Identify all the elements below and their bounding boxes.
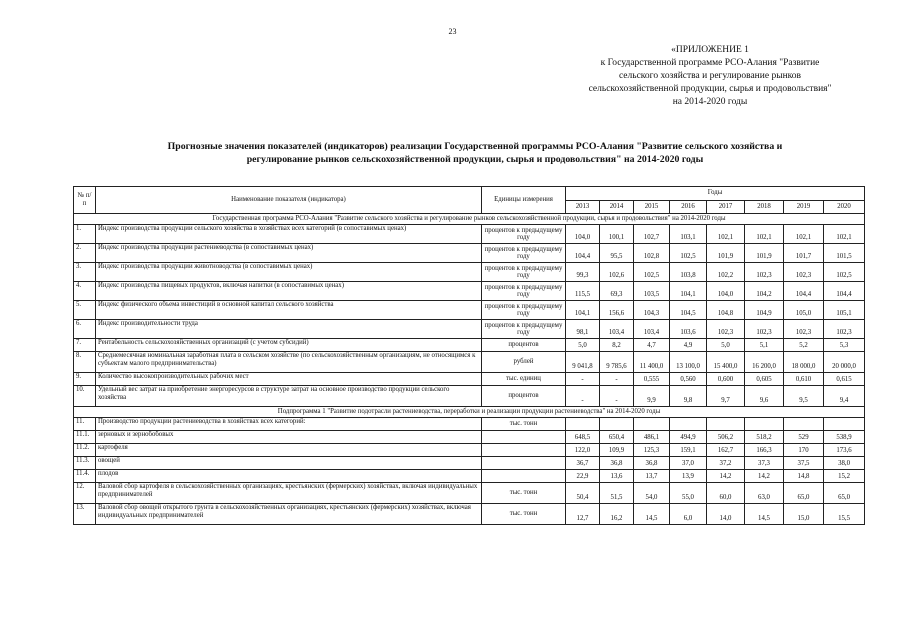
value-cell: 100,1: [600, 225, 634, 244]
value-cell: 9,5: [784, 386, 824, 407]
value-cell: 0,610: [784, 373, 824, 386]
value-cell: 12,7: [566, 504, 600, 525]
value-cell: 38,0: [824, 457, 865, 470]
value-cell: 486,1: [634, 431, 670, 444]
value-cell: 36,8: [600, 457, 634, 470]
value-cell: 103,4: [600, 320, 634, 339]
value-cell: 15 400,0: [707, 352, 745, 373]
row-number: 11.1.: [74, 431, 96, 444]
value-cell: 648,5: [566, 431, 600, 444]
indicator-name: Индекс производительности труда: [96, 320, 482, 339]
value-cell: 102,3: [745, 263, 784, 282]
table-row: [74, 431, 865, 444]
value-cell: [784, 418, 824, 431]
value-cell: -: [566, 386, 600, 407]
table-row: [74, 225, 865, 244]
value-cell: 5,1: [745, 339, 784, 352]
indicator-name: Удельный вес затрат на приобретение энергоресурсов в структуре затрат на основное производство продукции сельского хозяйства: [96, 386, 482, 407]
table-row: [74, 282, 865, 301]
value-cell: 36,8: [634, 457, 670, 470]
header-name: Наименование показателя (индикатора): [96, 187, 482, 214]
value-cell: 103,8: [670, 263, 707, 282]
header-year: 2015: [634, 200, 670, 214]
value-cell: 125,3: [634, 444, 670, 457]
row-number: 1.: [74, 225, 96, 244]
value-cell: [745, 418, 784, 431]
value-cell: 4,7: [634, 339, 670, 352]
value-cell: -: [600, 386, 634, 407]
indicator-name: Валовой сбор овощей открытого грунта в сельскохозяйственных организациях, крестьянских (фермерских) хозяйствах, включая индивидуальных предпринимателей: [96, 504, 482, 525]
value-cell: 5,0: [566, 339, 600, 352]
section-row: [74, 214, 865, 225]
value-cell: 104,0: [566, 225, 600, 244]
value-cell: 104,1: [566, 301, 600, 320]
value-cell: 104,2: [745, 282, 784, 301]
table-row: [74, 483, 865, 504]
value-cell: 60,0: [707, 483, 745, 504]
value-cell: 102,1: [707, 225, 745, 244]
value-cell: 14,0: [707, 504, 745, 525]
appendix-line: на 2014-2020 годы: [672, 97, 748, 107]
unit: [482, 470, 566, 483]
table-row: [74, 352, 865, 373]
value-cell: 103,4: [634, 320, 670, 339]
value-cell: 8,2: [600, 339, 634, 352]
value-cell: 104,4: [784, 282, 824, 301]
value-cell: 14,5: [745, 504, 784, 525]
title-line-2: регулирование рынков сельскохозяйственной продукции, сырья и продовольствия" на 2014-2020 годы: [246, 154, 704, 165]
value-cell: 105,1: [824, 301, 865, 320]
value-cell: 529: [784, 431, 824, 444]
header-year: 2016: [670, 200, 707, 214]
value-cell: 6,0: [670, 504, 707, 525]
value-cell: 102,5: [824, 263, 865, 282]
indicator-name: Индекс производства продукции растениеводства (в сопоставимых ценах): [96, 244, 482, 263]
row-number: 11.: [74, 418, 96, 431]
value-cell: 5,0: [707, 339, 745, 352]
value-cell: 102,2: [707, 263, 745, 282]
table-row: [74, 263, 865, 282]
indicator-name: Индекс физического объема инвестиций в основной капитал сельского хозяйства: [96, 301, 482, 320]
value-cell: 14,2: [745, 470, 784, 483]
table-row: [74, 418, 865, 431]
value-cell: [600, 418, 634, 431]
value-cell: [707, 418, 745, 431]
value-cell: 99,3: [566, 263, 600, 282]
appendix-header: [560, 44, 860, 109]
indicator-name: плодов: [96, 470, 482, 483]
header-unit: Единицы измерения: [482, 187, 566, 214]
unit: тыс. тонн: [482, 504, 566, 525]
value-cell: 105,0: [784, 301, 824, 320]
value-cell: 506,2: [707, 431, 745, 444]
value-cell: 16 200,0: [745, 352, 784, 373]
header-year: 2013: [566, 200, 600, 214]
value-cell: 5,2: [784, 339, 824, 352]
table-row: [74, 444, 865, 457]
unit: рублей: [482, 352, 566, 373]
value-cell: [566, 418, 600, 431]
value-cell: 0,555: [634, 373, 670, 386]
value-cell: 36,7: [566, 457, 600, 470]
value-cell: [634, 418, 670, 431]
header-num: № п/п: [74, 187, 96, 214]
value-cell: 104,3: [634, 301, 670, 320]
value-cell: [670, 418, 707, 431]
value-cell: 170: [784, 444, 824, 457]
value-cell: 0,605: [745, 373, 784, 386]
value-cell: 122,0: [566, 444, 600, 457]
value-cell: 16,2: [600, 504, 634, 525]
row-number: 5.: [74, 301, 96, 320]
value-cell: 518,2: [745, 431, 784, 444]
page-number: 23: [448, 27, 457, 36]
section-row: [74, 407, 865, 418]
appendix-line: «ПРИЛОЖЕНИЕ 1: [671, 45, 749, 55]
value-cell: 37,5: [784, 457, 824, 470]
value-cell: 650,4: [600, 431, 634, 444]
value-cell: 13 100,0: [670, 352, 707, 373]
table-row: [74, 244, 865, 263]
value-cell: 11 400,0: [634, 352, 670, 373]
value-cell: 0,600: [707, 373, 745, 386]
value-cell: -: [566, 373, 600, 386]
value-cell: 15,5: [824, 504, 865, 525]
indicator-name: Валовой сбор картофеля в сельскохозяйственных организациях, крестьянских (фермерских) хозяйствах, включая индивидуальных предпринимателей: [96, 483, 482, 504]
value-cell: 15,0: [784, 504, 824, 525]
table-row: [74, 320, 865, 339]
value-cell: 104,1: [670, 282, 707, 301]
row-number: 6.: [74, 320, 96, 339]
table-row: [74, 339, 865, 352]
unit: процентов к предыдущему году: [482, 282, 566, 301]
row-number: 13.: [74, 504, 96, 525]
value-cell: 102,7: [634, 225, 670, 244]
row-number: 4.: [74, 282, 96, 301]
row-number: 11.2.: [74, 444, 96, 457]
value-cell: 65,0: [824, 483, 865, 504]
row-number: 2.: [74, 244, 96, 263]
value-cell: 103,1: [670, 225, 707, 244]
value-cell: [824, 418, 865, 431]
row-number: 11.4.: [74, 470, 96, 483]
value-cell: 104,0: [707, 282, 745, 301]
unit: тыс. единиц: [482, 373, 566, 386]
appendix-line: сельского хозяйства и регулирование рынков: [618, 71, 802, 81]
indicator-name: Количество высокопроизводительных рабочих мест: [96, 373, 482, 386]
value-cell: 166,3: [745, 444, 784, 457]
value-cell: 102,5: [634, 263, 670, 282]
value-cell: 104,4: [824, 282, 865, 301]
value-cell: 13,7: [634, 470, 670, 483]
value-cell: 103,5: [634, 282, 670, 301]
table-row: [74, 504, 865, 525]
unit: процентов к предыдущему году: [482, 225, 566, 244]
value-cell: 494,9: [670, 431, 707, 444]
value-cell: 101,9: [745, 244, 784, 263]
row-number: 8.: [74, 352, 96, 373]
value-cell: 102,5: [670, 244, 707, 263]
value-cell: 69,3: [600, 282, 634, 301]
value-cell: 101,5: [824, 244, 865, 263]
value-cell: 102,1: [824, 225, 865, 244]
value-cell: 101,9: [707, 244, 745, 263]
value-cell: 102,3: [784, 320, 824, 339]
value-cell: 54,0: [634, 483, 670, 504]
value-cell: 101,7: [784, 244, 824, 263]
value-cell: 9,8: [670, 386, 707, 407]
value-cell: 13,6: [600, 470, 634, 483]
appendix-line: сельскохозяйственной продукции, сырья и продовольствия": [588, 84, 832, 94]
unit: процентов к предыдущему году: [482, 320, 566, 339]
value-cell: 13,9: [670, 470, 707, 483]
value-cell: 22,9: [566, 470, 600, 483]
header-year: 2014: [600, 200, 634, 214]
value-cell: 104,9: [745, 301, 784, 320]
table-row: [74, 457, 865, 470]
row-number: 9.: [74, 373, 96, 386]
value-cell: 102,6: [600, 263, 634, 282]
unit: процентов: [482, 386, 566, 407]
value-cell: 51,5: [600, 483, 634, 504]
value-cell: 538,9: [824, 431, 865, 444]
value-cell: 9,9: [634, 386, 670, 407]
value-cell: 15,2: [824, 470, 865, 483]
header-years: Годы: [566, 187, 865, 201]
value-cell: 95,5: [600, 244, 634, 263]
indicator-name: Среднемесячная номинальная заработная плата в сельском хозяйстве (по сельскохозяйственным организациям, не относящимся к субъектам малого предпринимательства): [96, 352, 482, 373]
value-cell: 156,6: [600, 301, 634, 320]
value-cell: 102,3: [824, 320, 865, 339]
unit: процентов к предыдущему году: [482, 244, 566, 263]
value-cell: 173,6: [824, 444, 865, 457]
indicator-name: зерновых и зернобобовых: [96, 431, 482, 444]
unit: процентов: [482, 339, 566, 352]
table-body: [74, 214, 865, 525]
value-cell: 9 041,8: [566, 352, 600, 373]
indicator-name: картофеля: [96, 444, 482, 457]
value-cell: 14,8: [784, 470, 824, 483]
value-cell: 37,2: [707, 457, 745, 470]
value-cell: 65,0: [784, 483, 824, 504]
row-number: 12.: [74, 483, 96, 504]
value-cell: 98,1: [566, 320, 600, 339]
row-number: 10.: [74, 386, 96, 407]
unit: [482, 457, 566, 470]
unit: тыс. тонн: [482, 483, 566, 504]
indicator-name: овощей: [96, 457, 482, 470]
header-year: 2017: [707, 200, 745, 214]
indicator-name: Производство продукции растениеводства в хозяйствах всех категорий:: [96, 418, 482, 431]
value-cell: 20 000,0: [824, 352, 865, 373]
value-cell: 103,6: [670, 320, 707, 339]
indicator-name: Индекс производства пищевых продуктов, включая напитки (в сопоставимых ценах): [96, 282, 482, 301]
value-cell: 102,8: [634, 244, 670, 263]
value-cell: 0,615: [824, 373, 865, 386]
value-cell: 18 000,0: [784, 352, 824, 373]
table-row: [74, 386, 865, 407]
indicator-name: Индекс производства продукции сельского хозяйства в хозяйствах всех категорий (в сопоставимых ценах): [96, 225, 482, 244]
value-cell: 104,8: [707, 301, 745, 320]
value-cell: -: [600, 373, 634, 386]
value-cell: 63,0: [745, 483, 784, 504]
unit: тыс. тонн: [482, 418, 566, 431]
document-title: [95, 140, 855, 166]
value-cell: 0,560: [670, 373, 707, 386]
value-cell: 9 785,6: [600, 352, 634, 373]
indicators-table: [73, 186, 865, 525]
value-cell: 162,7: [707, 444, 745, 457]
row-number: 3.: [74, 263, 96, 282]
unit: процентов к предыдущему году: [482, 301, 566, 320]
value-cell: 102,3: [784, 263, 824, 282]
value-cell: 102,3: [745, 320, 784, 339]
value-cell: 102,3: [707, 320, 745, 339]
value-cell: 37,3: [745, 457, 784, 470]
value-cell: 14,5: [634, 504, 670, 525]
section-title: Подпрограмма 1 "Развитие подотрасли растениеводства, переработки и реализации продукции растениеводства" на 2014-2020 годы: [74, 407, 865, 418]
value-cell: 159,1: [670, 444, 707, 457]
value-cell: 5,3: [824, 339, 865, 352]
table-row: [74, 373, 865, 386]
value-cell: 9,7: [707, 386, 745, 407]
header-year: 2019: [784, 200, 824, 214]
value-cell: 50,4: [566, 483, 600, 504]
value-cell: 102,1: [745, 225, 784, 244]
value-cell: 9,4: [824, 386, 865, 407]
value-cell: 115,5: [566, 282, 600, 301]
header-year: 2018: [745, 200, 784, 214]
section-title: Государственная программа РСО-Алания "Развитие сельского хозяйства и регулирование рынков сельскохозяйственной продукции, сырья и продовольствия" на 2014-2020 годы: [74, 214, 865, 225]
unit: [482, 431, 566, 444]
header-year: 2020: [824, 200, 865, 214]
value-cell: 109,9: [600, 444, 634, 457]
value-cell: 104,4: [566, 244, 600, 263]
value-cell: 9,6: [745, 386, 784, 407]
indicator-name: Рентабельность сельскохозяйственных организаций (с учетом субсидий): [96, 339, 482, 352]
value-cell: 102,1: [784, 225, 824, 244]
row-number: 7.: [74, 339, 96, 352]
unit: [482, 444, 566, 457]
value-cell: 4,9: [670, 339, 707, 352]
indicator-name: Индекс производства продукции животноводства (в сопоставимых ценах): [96, 263, 482, 282]
appendix-line: к Государственной программе РСО-Алания "Развитие: [600, 58, 820, 68]
unit: процентов к предыдущему году: [482, 263, 566, 282]
row-number: 11.3.: [74, 457, 96, 470]
value-cell: 55,0: [670, 483, 707, 504]
value-cell: 37,0: [670, 457, 707, 470]
table-row: [74, 470, 865, 483]
value-cell: 14,2: [707, 470, 745, 483]
table-row: [74, 301, 865, 320]
title-line-1: Прогнозные значения показателей (индикаторов) реализации Государственной программы РСО-Алания "Развитие сельского хозяйства и: [167, 141, 783, 152]
value-cell: 104,5: [670, 301, 707, 320]
